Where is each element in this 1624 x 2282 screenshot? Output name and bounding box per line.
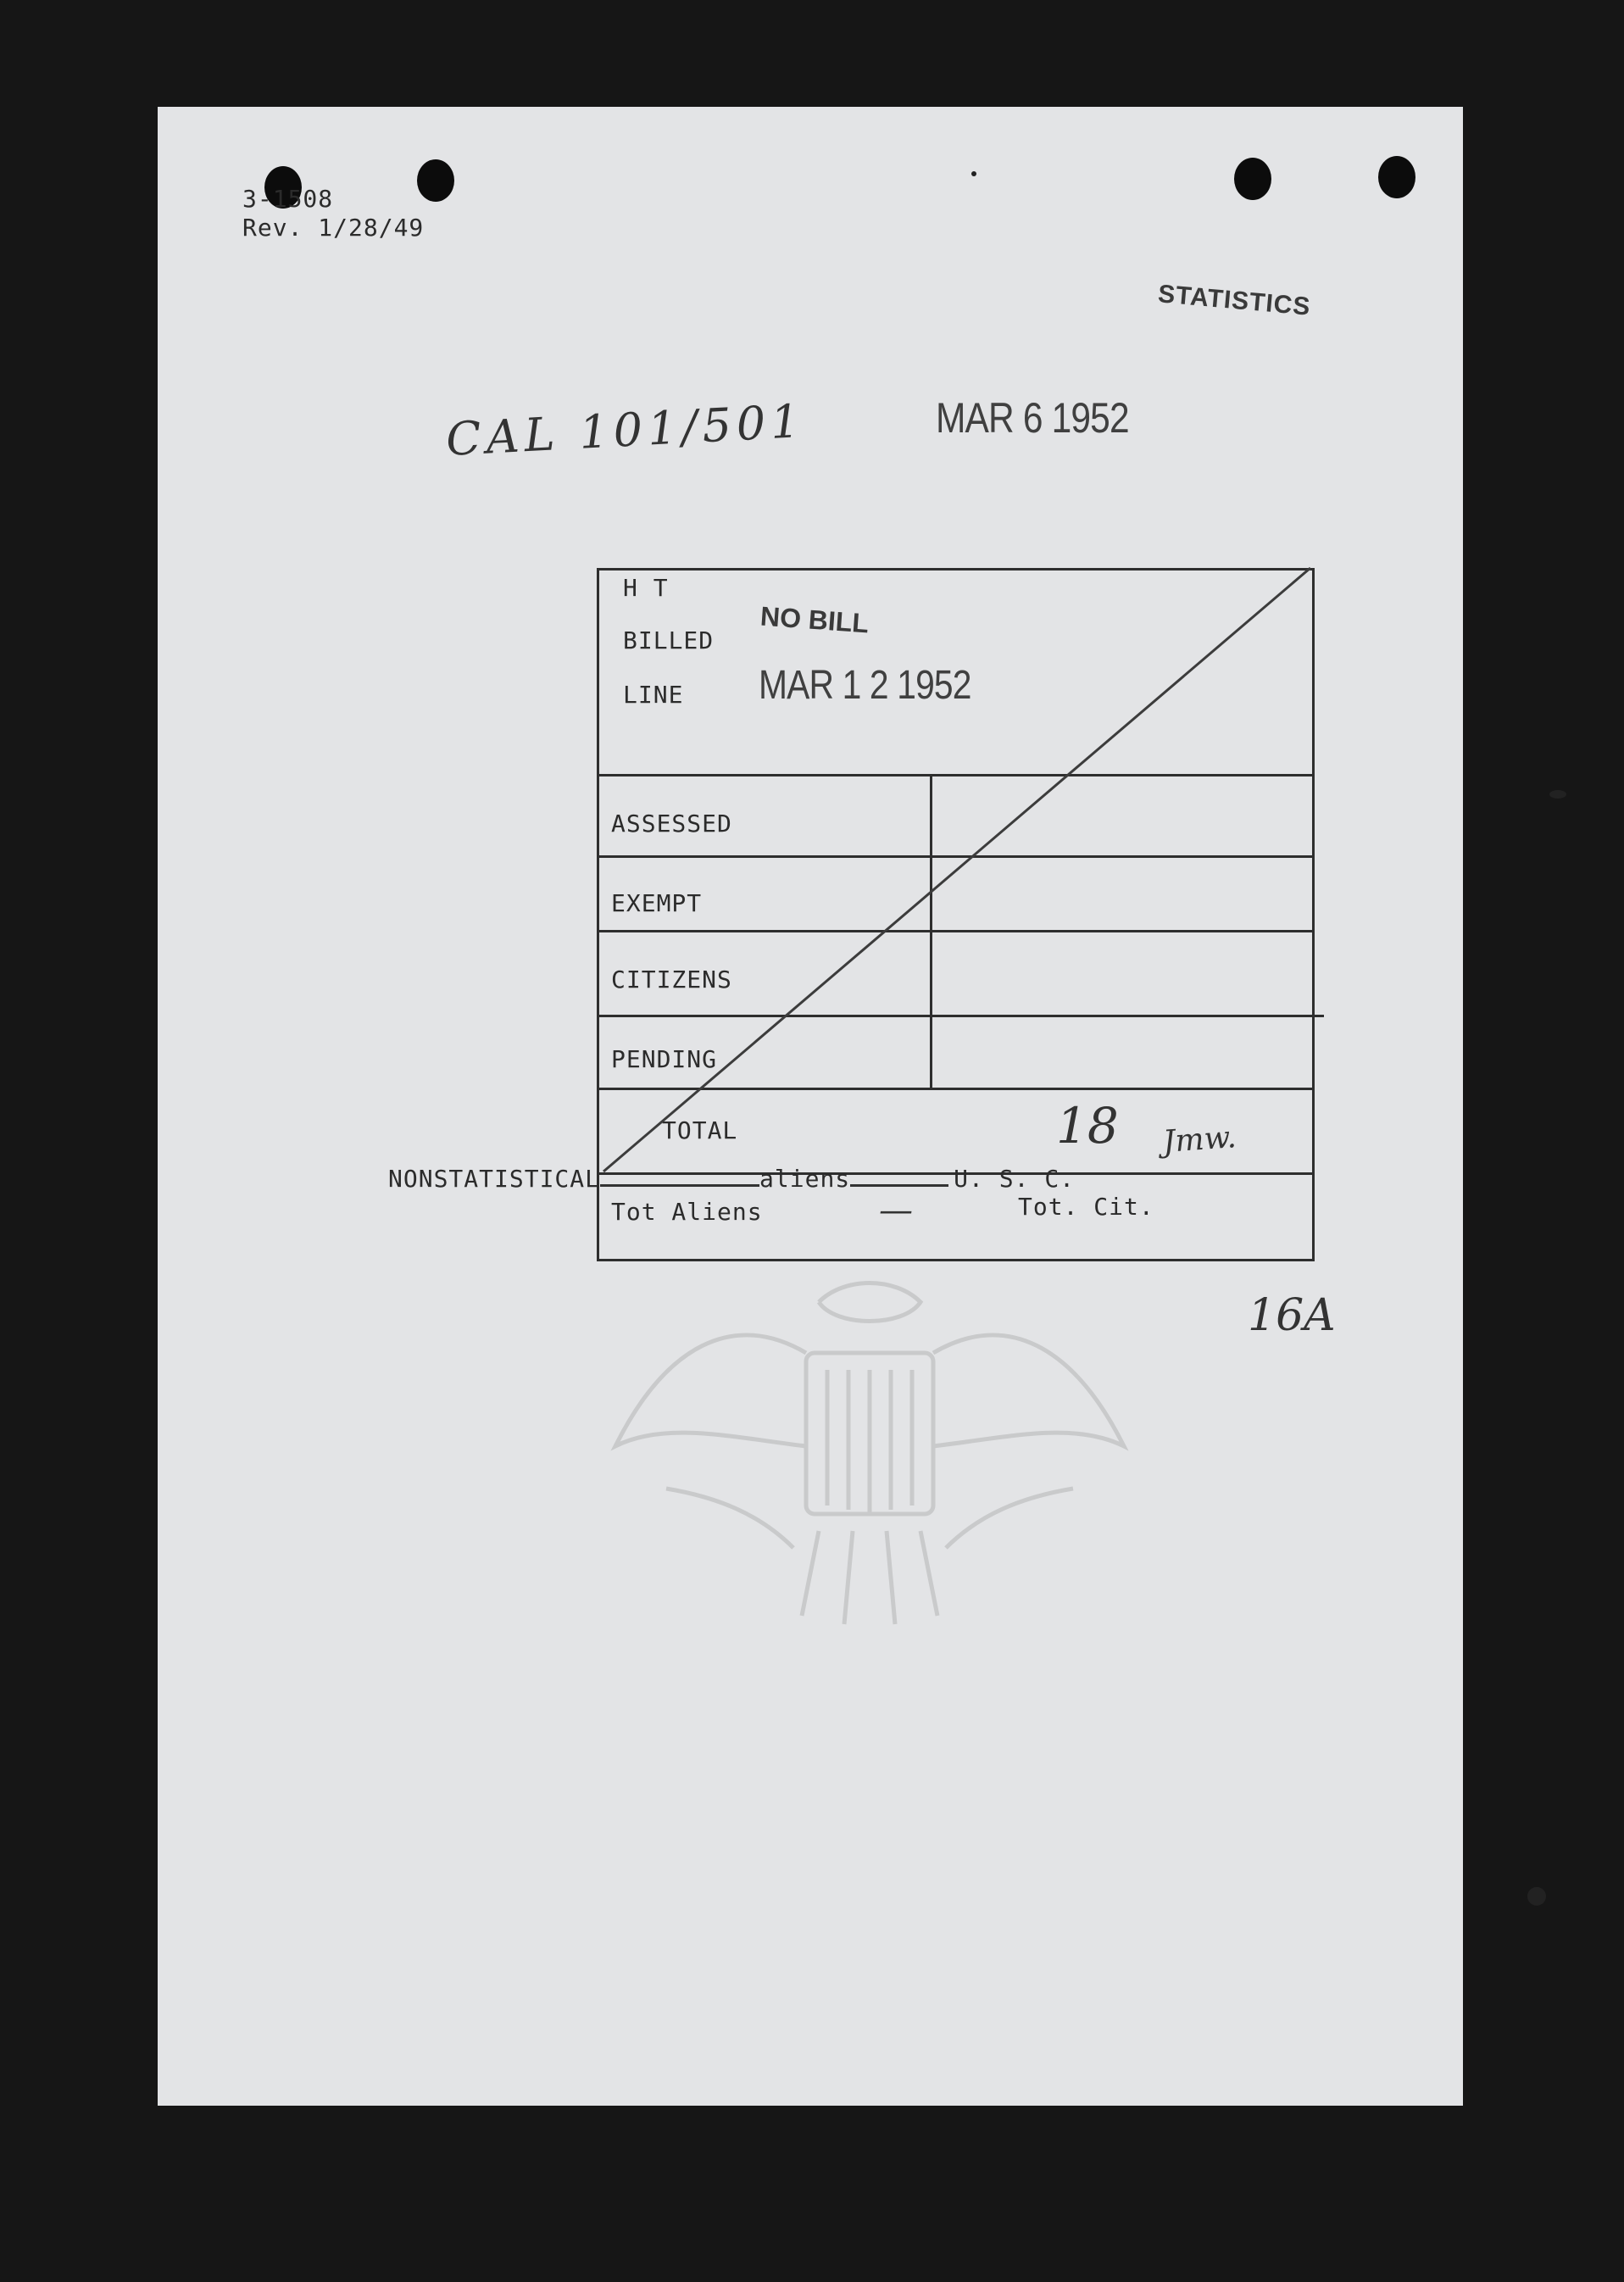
eagle-seal-watermark [565, 1277, 1175, 1641]
line-date-stamp: MAR 1 2 1952 [759, 663, 971, 708]
form-number: 3-1508 [242, 185, 334, 213]
diagonal-cancel-line [597, 568, 1315, 1261]
usc-label: U. S. C. [954, 1165, 1076, 1193]
aliens-label: aliens [759, 1165, 851, 1193]
pending-label: PENDING [611, 1045, 718, 1073]
statistics-stamp: STATISTICS [1156, 280, 1312, 321]
assessed-label: ASSESSED [611, 810, 732, 838]
handwritten-initials: Jmw. [1161, 1120, 1237, 1160]
handwritten-count: 18 [1056, 1097, 1119, 1155]
handwritten-reference: CAL 101/501 [444, 393, 807, 467]
handwritten-dash: — [879, 1191, 913, 1230]
punch-hole [1378, 156, 1415, 198]
ht-label: H T [623, 574, 669, 602]
citizens-label: CITIZENS [611, 966, 732, 994]
line-label: LINE [623, 681, 684, 709]
paper-speck [971, 171, 976, 176]
paper-speck [1549, 790, 1566, 799]
nonstatistical-line [388, 1165, 1075, 1193]
punch-hole [417, 159, 454, 202]
tot-aliens-label: Tot Aliens [611, 1198, 763, 1226]
punch-hole [1234, 158, 1271, 200]
total-label: TOTAL [662, 1116, 738, 1144]
handwritten-page-number: 16A [1248, 1290, 1336, 1341]
nonstatistical-blank [600, 1184, 759, 1187]
form-revision: Rev. 1/28/49 [242, 214, 425, 242]
billed-label: BILLED [623, 626, 715, 654]
nonstatistical-label: NONSTATISTICAL [388, 1165, 601, 1193]
tot-cit-label: Tot. Cit. [1018, 1193, 1154, 1221]
statistics-box [597, 568, 1315, 1261]
exempt-label: EXEMPT [611, 889, 703, 917]
document-page [158, 107, 1463, 2106]
aliens-blank [850, 1184, 948, 1187]
paper-speck [1527, 1887, 1546, 1906]
no-bill-stamp: NO BILL [759, 600, 870, 639]
date-stamp: MAR 6 1952 [936, 394, 1129, 442]
